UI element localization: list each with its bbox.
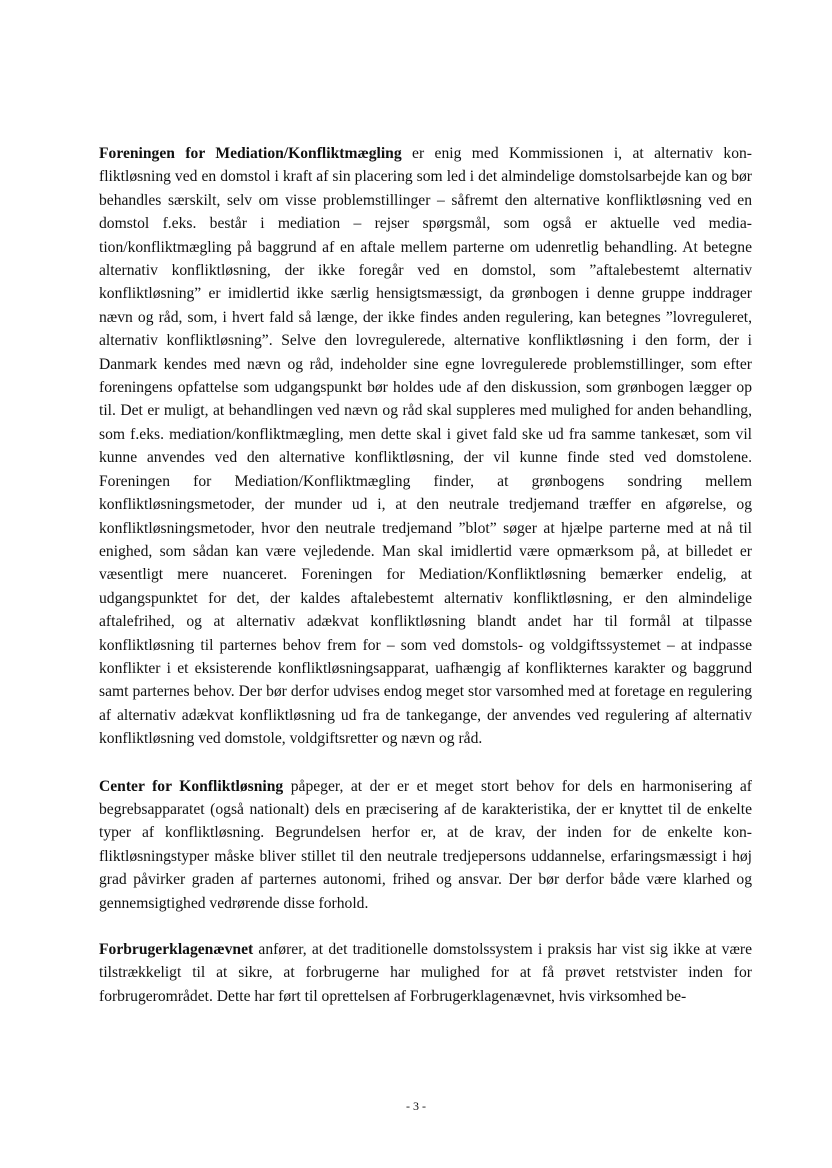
organization-name: Forbrugerklagenævnet <box>99 941 254 958</box>
organization-name: Center for Konfliktløsning <box>99 777 284 795</box>
paragraph-text: er enig med Kommissionen i, at alternativ konfliktløsning ved en domstol i kraft af sin placering som led i det almindelige domstolsarbejde kan og bør behandles særskilt, selv om visse problemstillinger – såfremt den alternative konfliktløsning ved en domstol f.eks. består i mediation – rejser spørgsmål, som også er aktuelle ved mediation/konfliktmægling på baggrund af en aftale mellem parterne om udenretlig behandling. At betegne alternativ konfliktløsning, der ikke foregår ved en domstol, som ”aftalebestemt alternativ konfliktløsning” er imidlertid ikke særlig hensigtsmæssigt, da grønbogen i denne gruppe inddrager nævn og råd, som, i hvert fald så længe, der ikke findes anden regulering, kan betegnes ”lovreguleret, alternativ konfliktløsning”. Selve den lovregulerede, alternative konfliktløsning i den form, der i Danmark kendes med nævn og råd, indeholder sine egne lovregulerede problemstillinger, som efter foreningens opfattelse som udgangspunkt bør holdes ude af den diskussion, som grønbogen lægger op til. Det er muligt, at behandlingen ved nævn og råd skal suppleres med mulighed for anden behandling, som f.eks. mediation/konfliktmægling, men dette skal i givet fald ske ud fra samme tankesæt, som vil kunne anvendes ved den alternative konfliktløsning, der vil kunne finde sted ved domstolene. Foreningen for Mediation/Konfliktmægling finder, at grønbogens sondring mellem konfliktløsningsmetoder, der munder ud i, at den neutrale tredjemand træffer en afgørelse, og konfliktløsningsmetoder, hvor den neutrale tredjemand ”blot” søger at hjælpe parterne med at nå til enighed, som sådan kan være vejledende. Man skal imidlertid være opmærksom på, at billedet er væsentligt mere nuanceret. Foreningen for Mediation/Konfliktløsning bemærker endelig, at udgangspunktet for det, der kaldes aftalebestemt alternativ konfliktløsning, er den almindelige aftalefrihed, og at alternativ adækvat konfliktløsning blandt andet har til formål at tilpasse konfliktløsning til parternes behov frem for – som ved domstols- og voldgiftssystemet – at indpasse konflikter i et eksisterende konfliktløsningsapparat, uafhængig af konflikternes karakter og baggrund samt parternes behov. Der bør derfor udvises endog meget stor varsomhed med at foretage en regulering af alternativ adækvat konfliktløsning ud fra de tankegange, der anvendes ved regulering af alternativ konfliktløsning ved domstole, voldgiftsretter og nævn og råd. <box>99 145 752 748</box>
paragraph-consumer-board <box>99 938 752 1008</box>
paragraph-conflict-center <box>99 775 752 915</box>
document-body <box>99 142 752 1008</box>
paragraph-text: påpeger, at der er et meget stort behov for dels en harmonisering af begrebsapparatet (også nationalt) dels en præcisering af de karakteristika, der er knyttet til de enkelte typer af konfliktløsning. Begrundelsen herfor er, at de krav, der inden for de enkelte konfliktløsningstyper måske bliver stillet til den neutrale tredjepersons uddannelse, erfaringsmæssigt i høj grad påvirker graden af parternes autonomi, frihed og ansvar. Der bør derfor både være klarhed og gennemsigtighed vedrørende disse forhold. <box>99 777 752 912</box>
paragraph-mediation-association <box>99 142 752 751</box>
paragraph-text: anfører, at det traditionelle domstolssystem i praksis har vist sig ikke at være tilstrækkeligt til at sikre, at forbrugerne har mulighed for at få prøvet retstvister inden for forbrugerområdet. Dette har ført til oprettelsen af Forbrugerklagenævnet, hvis virksomhed be- <box>99 941 752 1005</box>
organization-name: Foreningen for Mediation/Konfliktmægling <box>99 145 402 162</box>
page-number: - 3 - <box>406 1099 426 1113</box>
